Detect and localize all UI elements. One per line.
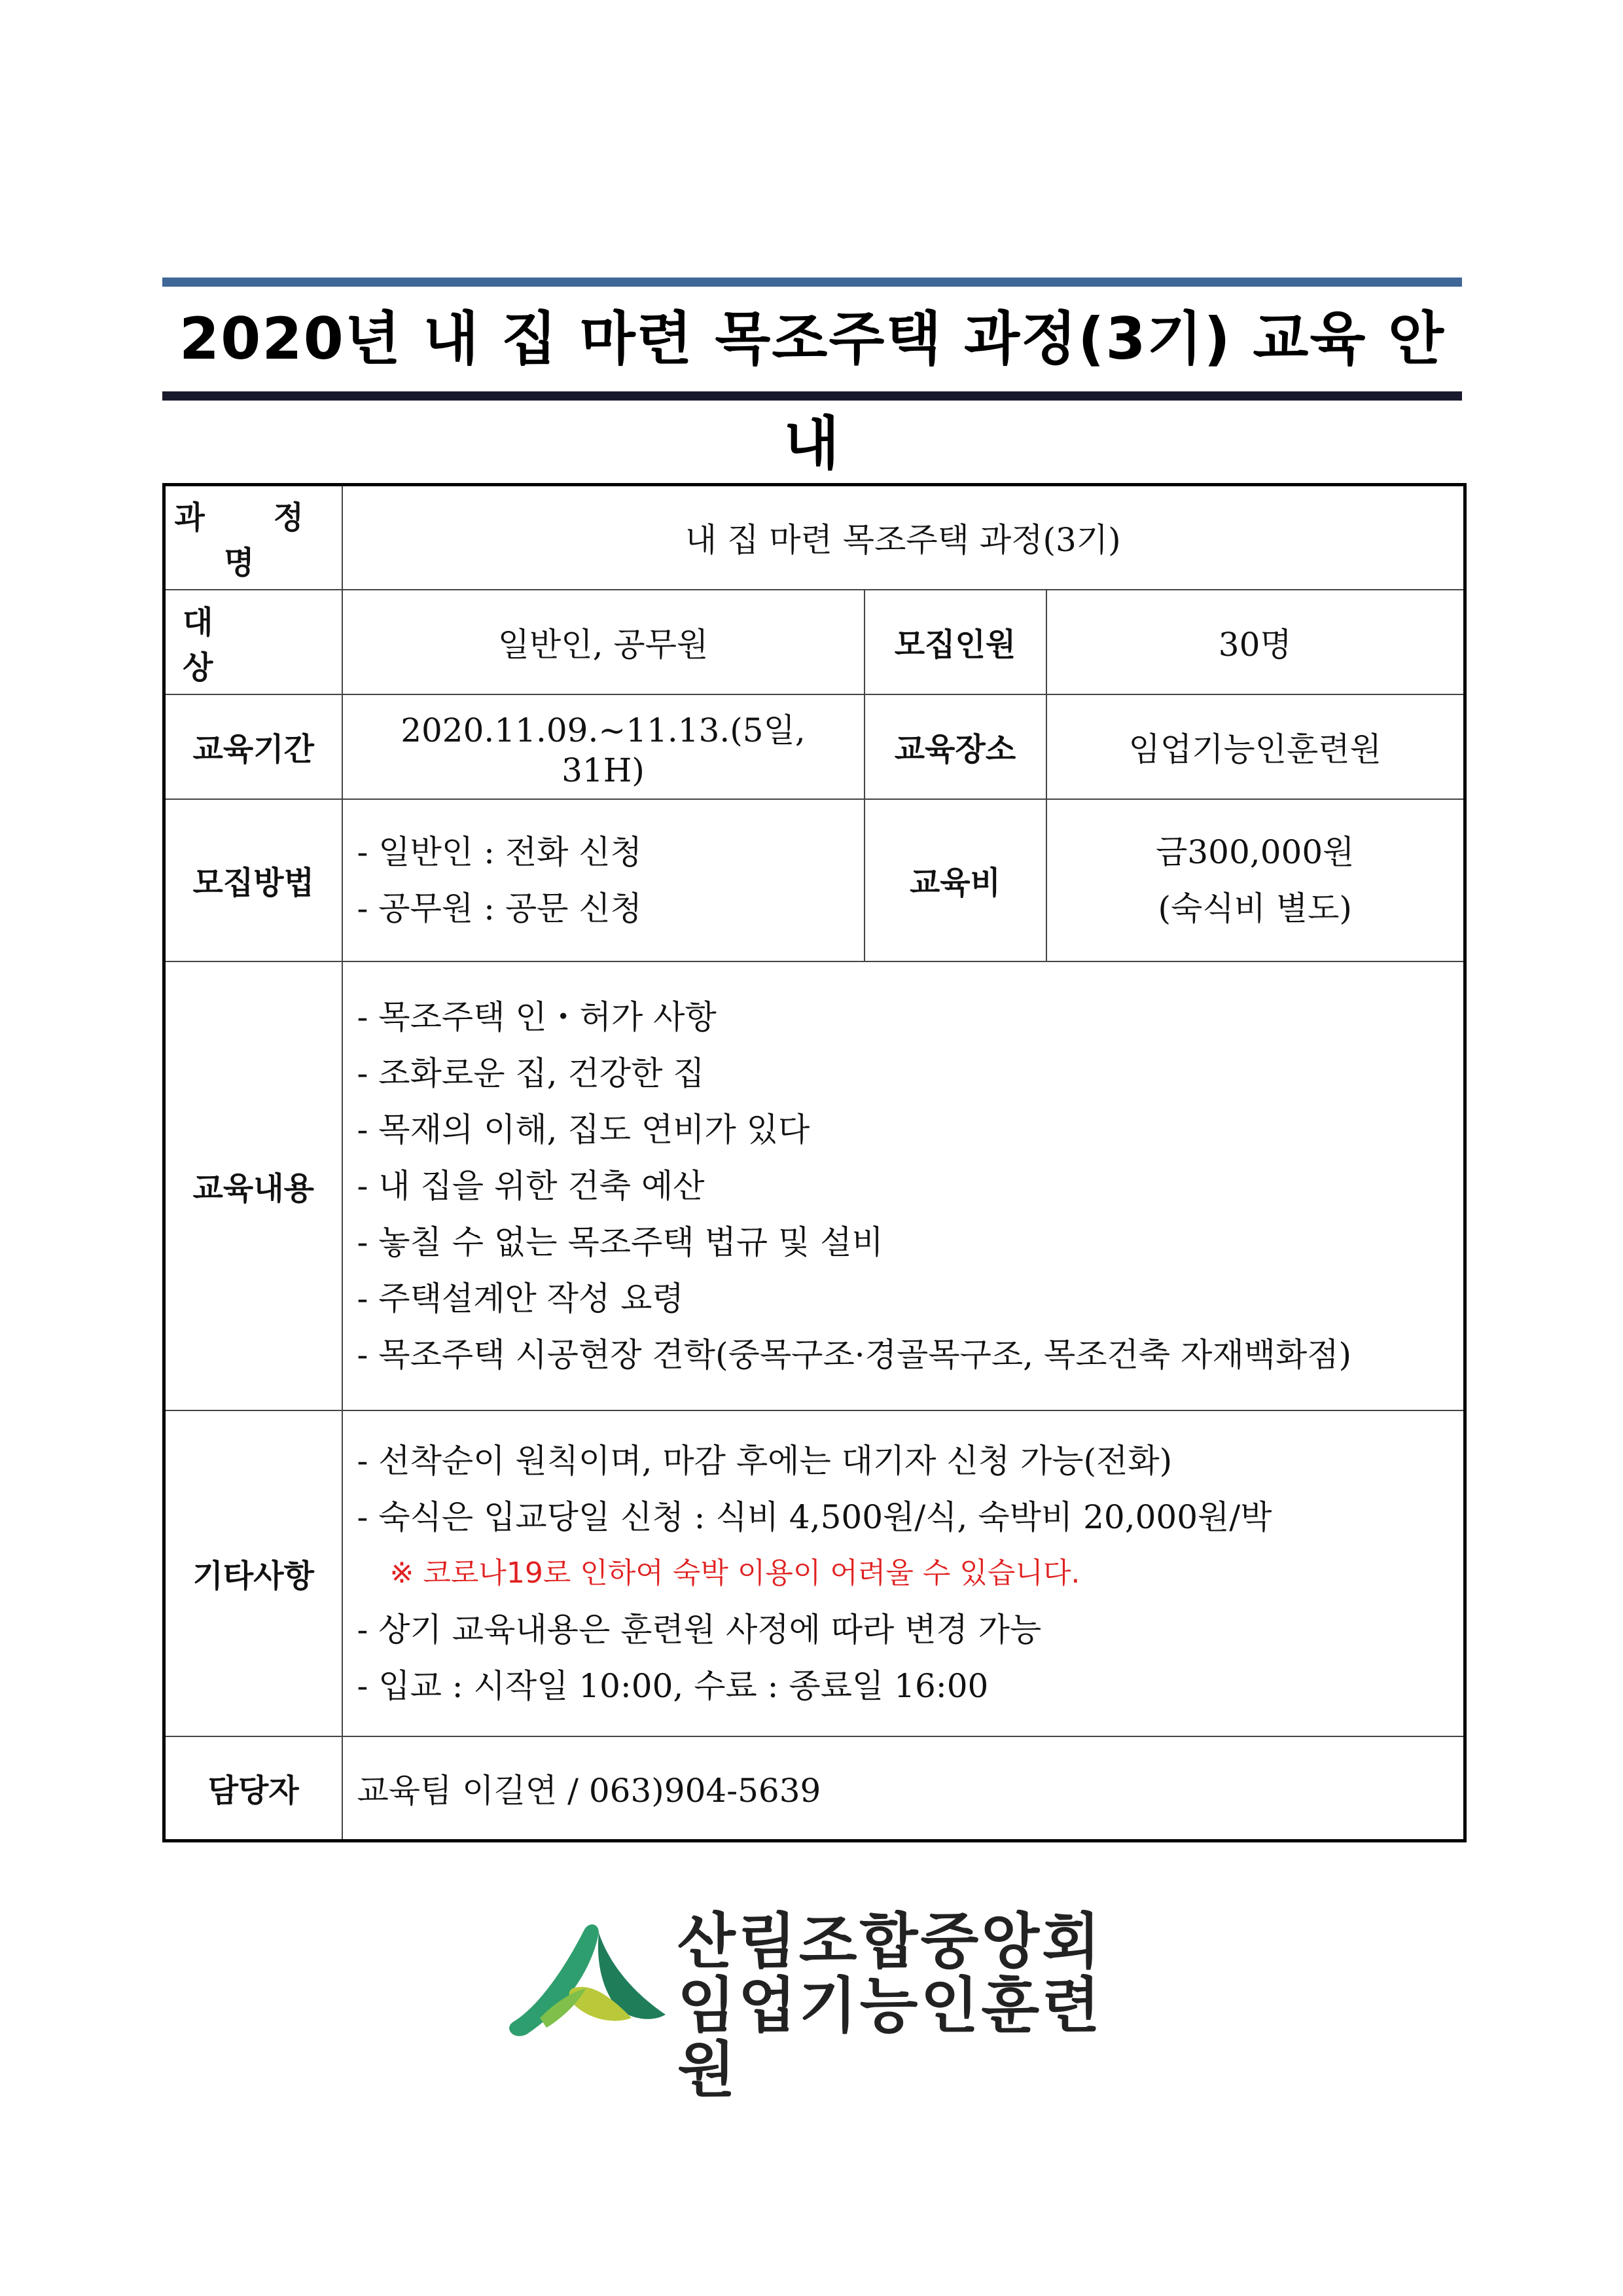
- title-top-bar: [162, 278, 1462, 287]
- logo-text: [677, 1907, 1122, 2105]
- list-item: - 주택설계안 작성 요령: [357, 1279, 684, 1318]
- list-item: - 입교 : 시작일 10:00, 수료 : 종료일 16:00: [357, 1666, 989, 1705]
- target-value: 일반인, 공무원: [342, 590, 865, 694]
- row-target: [164, 590, 1465, 694]
- content-value: [342, 961, 1465, 1410]
- page-title: 2020년 내 집 마련 목조주택 과정(3기) 교육 안내: [179, 305, 1446, 477]
- place-value: 임업기능인훈련원: [1046, 694, 1465, 799]
- contact-value: 교육팀 이길연 / 063)904-5639: [342, 1736, 1465, 1841]
- list-item: - 조화로운 집, 건강한 집: [357, 1054, 705, 1092]
- row-content: [164, 961, 1465, 1410]
- fee-amount: 금300,000원: [1156, 833, 1355, 871]
- etc-value: [342, 1410, 1465, 1736]
- list-item: - 일반인 : 전화 신청: [357, 833, 642, 871]
- period-label: 교육기간: [164, 694, 342, 799]
- list-item: - 상기 교육내용은 훈련원 사정에 따라 변경 가능: [357, 1610, 1042, 1649]
- contact-label: 담당자: [164, 1736, 342, 1841]
- row-period: [164, 694, 1465, 799]
- covid-notice: ※ 코로나19로 인하여 숙박 이용이 어려울 수 있습니다.: [389, 1556, 1080, 1590]
- list-item: - 목조주택 시공현장 견학(중목구조·경골목구조, 목조건축 자재백화점): [357, 1335, 1352, 1374]
- logo-line2: 임업기능인훈련원: [677, 1971, 1103, 2105]
- recruit-count-label: 모집인원: [865, 590, 1046, 694]
- place-label: 교육장소: [865, 694, 1046, 799]
- fee-value: [1046, 799, 1465, 961]
- list-item: - 목재의 이해, 집도 연비가 있다: [357, 1110, 810, 1149]
- recruit-count-value: 30명: [1046, 590, 1465, 694]
- target-label: 대 상: [164, 590, 342, 694]
- row-method: [164, 799, 1465, 961]
- list-item: - 공무원 : 공문 신청: [357, 889, 642, 927]
- row-contact: [164, 1736, 1465, 1841]
- etc-label: 기타사항: [164, 1410, 342, 1736]
- logo: [501, 1907, 1122, 2105]
- etc-list: [357, 1433, 1450, 1714]
- course-label: 과 정 명: [164, 485, 342, 590]
- list-item: - 목조주택 인・허가 사항: [357, 997, 717, 1036]
- logo-line1: 산림조합중앙회: [677, 1907, 1103, 1977]
- fee-note: (숙식비 별도): [1158, 889, 1352, 927]
- row-etc: [164, 1410, 1465, 1736]
- list-item: - 내 집을 위한 건축 예산: [357, 1166, 705, 1205]
- method-list: [357, 824, 849, 937]
- title-block: [162, 278, 1462, 477]
- fee-label: 교육비: [865, 799, 1046, 961]
- row-course: [164, 485, 1465, 590]
- content-list: [357, 989, 1450, 1383]
- logo-mark-icon: [501, 1910, 671, 2041]
- content-label: 교육내용: [164, 961, 342, 1410]
- method-value: [342, 799, 865, 961]
- method-label: 모집방법: [164, 799, 342, 961]
- course-value: 내 집 마련 목조주택 과정(3기): [342, 485, 1465, 590]
- list-item: - 놓칠 수 없는 목조주택 법규 및 설비: [357, 1223, 883, 1261]
- list-item: - 숙식은 입교당일 신청 : 식비 4,500원/식, 숙박비 20,000원/박: [357, 1498, 1272, 1536]
- list-item: - 선착순이 원칙이며, 마감 후에는 대기자 신청 가능(전화): [357, 1441, 1173, 1480]
- info-table: [162, 483, 1467, 1842]
- period-value: 2020.11.09.~11.13.(5일, 31H): [342, 694, 865, 799]
